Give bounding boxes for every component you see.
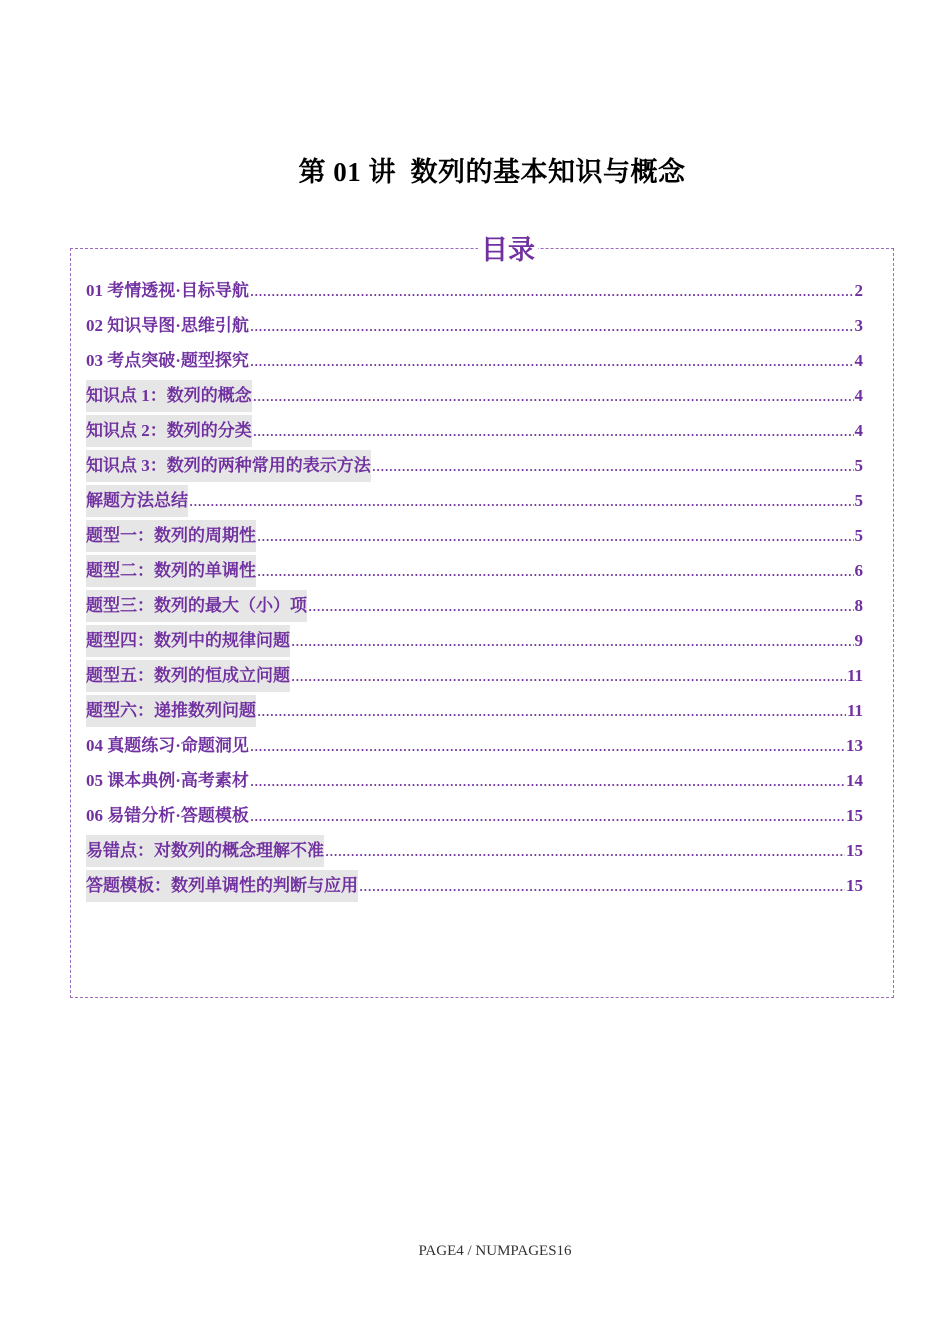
toc-list [86, 275, 863, 905]
toc-dot-leader [253, 415, 854, 447]
toc-entry-label[interactable]: 06 易错分析·答题模板 [86, 806, 249, 825]
toc-entry-page-number[interactable]: 2 [854, 281, 863, 300]
toc-entry-label[interactable]: 题型二：数列的单调性 [86, 555, 256, 587]
toc-entry-page-number[interactable]: 15 [846, 806, 863, 825]
toc-entry-page-number[interactable]: 15 [846, 841, 863, 860]
toc-entry[interactable] [86, 485, 863, 520]
toc-entry-page-number[interactable]: 5 [854, 491, 863, 510]
toc-entry-label[interactable]: 题型五：数列的恒成立问题 [86, 660, 290, 692]
toc-entry-label[interactable]: 题型一：数列的周期性 [86, 520, 256, 552]
toc-entry[interactable] [86, 345, 863, 380]
toc-entry-label[interactable]: 答题模板：数列单调性的判断与应用 [86, 870, 358, 902]
toc-dot-leader [250, 275, 854, 307]
toc-dot-leader [250, 730, 845, 762]
toc-dot-leader [250, 345, 854, 377]
toc-dot-leader [189, 485, 854, 517]
toc-entry-page-number[interactable]: 4 [854, 386, 863, 405]
toc-entry-label[interactable]: 知识点 1：数列的概念 [86, 380, 252, 412]
toc-heading [0, 228, 950, 267]
toc-entry-label[interactable]: 题型六：递推数列问题 [86, 695, 256, 727]
toc-entry-page-number[interactable]: 8 [854, 596, 863, 615]
toc-entry-label[interactable]: 01 考情透视·目标导航 [86, 281, 249, 300]
toc-entry[interactable] [86, 660, 863, 695]
toc-dot-leader [291, 660, 846, 692]
toc-entry[interactable] [86, 450, 863, 485]
toc-entry-label[interactable]: 05 课本典例·高考素材 [86, 771, 249, 790]
toc-entry-label[interactable]: 题型四：数列中的规律问题 [86, 625, 290, 657]
toc-entry-label[interactable]: 易错点：对数列的概念理解不准 [86, 835, 324, 867]
toc-dot-leader [257, 695, 846, 727]
toc-dot-leader [359, 870, 845, 902]
toc-entry-page-number[interactable]: 4 [854, 351, 863, 370]
toc-entry-page-number[interactable]: 3 [854, 316, 863, 335]
toc-entry[interactable] [86, 625, 863, 660]
toc-entry-label[interactable]: 知识点 3：数列的两种常用的表示方法 [86, 450, 371, 482]
toc-entry-page-number[interactable]: 14 [846, 771, 863, 790]
toc-entry[interactable] [86, 520, 863, 555]
toc-dot-leader [372, 450, 854, 482]
toc-dot-leader [308, 590, 854, 622]
toc-entry-label[interactable]: 03 考点突破·题型探究 [86, 351, 249, 370]
toc-entry[interactable] [86, 695, 863, 730]
toc-entry[interactable] [86, 555, 863, 590]
toc-entry[interactable] [86, 765, 863, 800]
toc-dot-leader [257, 555, 854, 587]
toc-dot-leader [250, 765, 845, 797]
toc-entry-page-number[interactable]: 11 [846, 666, 863, 685]
toc-entry-page-number[interactable]: 6 [854, 561, 863, 580]
toc-heading-text: 目录 [478, 235, 538, 266]
toc-entry[interactable] [86, 380, 863, 415]
toc-entry[interactable] [86, 590, 863, 625]
toc-entry-label[interactable]: 题型三：数列的最大（小）项 [86, 590, 307, 622]
toc-dot-leader [253, 380, 854, 412]
document-title: 第 01 讲 数列的基本知识与概念 [298, 157, 686, 187]
toc-dot-leader [250, 310, 854, 342]
toc-entry-page-number[interactable]: 11 [846, 701, 863, 720]
toc-entry-page-number[interactable]: 4 [854, 421, 863, 440]
toc-entry[interactable] [86, 835, 863, 870]
toc-entry-page-number[interactable]: 9 [854, 631, 863, 650]
toc-dot-leader [291, 625, 854, 657]
toc-entry-label[interactable]: 知识点 2：数列的分类 [86, 415, 252, 447]
toc-dot-leader [250, 800, 845, 832]
toc-entry[interactable] [86, 275, 863, 310]
page-footer: PAGE4 / NUMPAGES16 [418, 1243, 572, 1259]
toc-entry[interactable] [86, 800, 863, 835]
toc-entry-page-number[interactable]: 5 [854, 456, 863, 475]
toc-entry-page-number[interactable]: 5 [854, 526, 863, 545]
toc-dot-leader [325, 835, 845, 867]
toc-entry[interactable] [86, 310, 863, 345]
toc-entry[interactable] [86, 415, 863, 450]
toc-entry-page-number[interactable]: 15 [846, 876, 863, 895]
toc-dot-leader [257, 520, 854, 552]
toc-entry-label[interactable]: 解题方法总结 [86, 485, 188, 517]
toc-entry-page-number[interactable]: 13 [846, 736, 863, 755]
toc-entry-label[interactable]: 04 真题练习·命题洞见 [86, 736, 249, 755]
toc-entry[interactable] [86, 730, 863, 765]
toc-entry[interactable] [86, 870, 863, 905]
toc-entry-label[interactable]: 02 知识导图·思维引航 [86, 316, 249, 335]
